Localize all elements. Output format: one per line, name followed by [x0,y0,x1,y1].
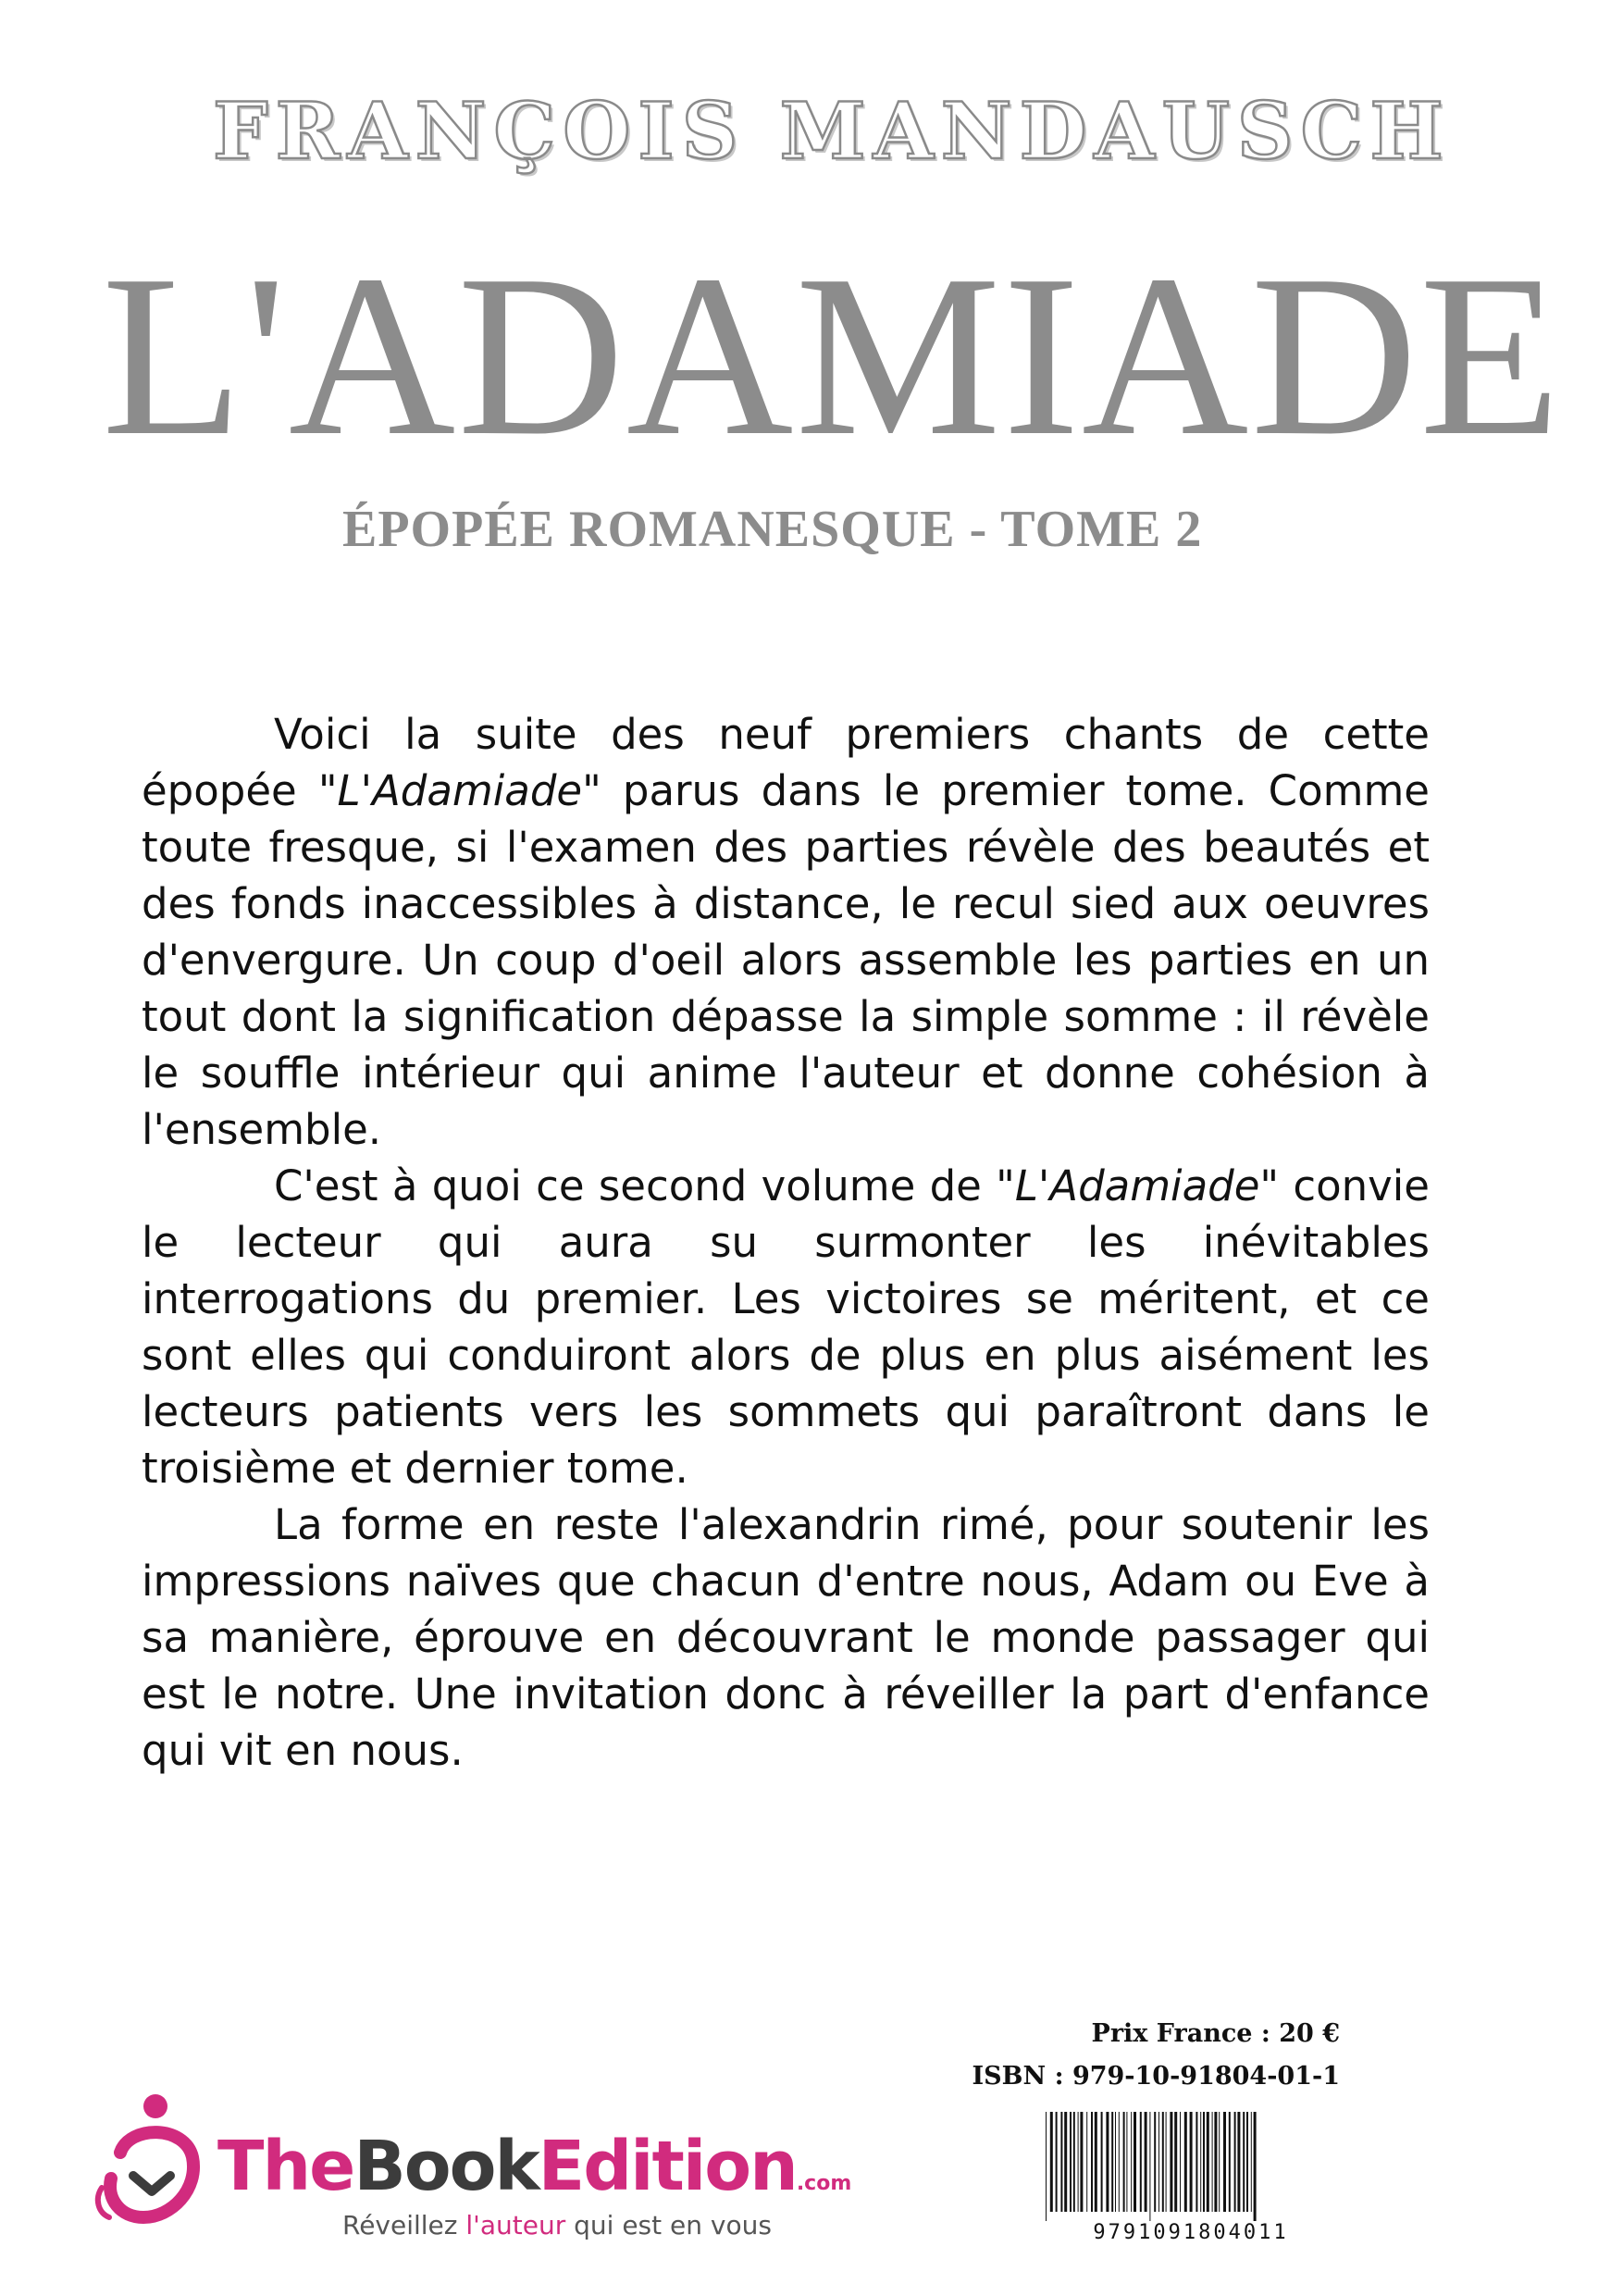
barcode-bar [1214,2112,1217,2212]
barcode-bar [1196,2112,1197,2212]
barcode-bar [1060,2112,1062,2212]
author-name: FRANÇOIS MANDAUSCH [213,85,1451,177]
barcode-bar [1166,2112,1167,2212]
publisher-logo-icon [93,2088,213,2245]
barcode-bar [1162,2112,1164,2212]
barcode-bar [1078,2112,1079,2212]
barcode-bar [1237,2112,1240,2212]
barcode-bar [1203,2112,1205,2212]
blurb-p2-rest: " convie le lecteur qui aura su surmonter les inévitables interrogations du premier. Les victoires se méritent, et ce sont elles qui conduiront alors de plus en plus aisément les lecteurs patients vers les sommets qui paraîtront dans le troisième et dernier tome. [142,1161,1430,1493]
publisher-name-book: Book [353,2127,539,2206]
blurb-p2-start: C'est à quoi ce second volume de " [274,1161,1015,1210]
barcode-bar [1223,2112,1226,2212]
barcode-bar [1180,2112,1181,2212]
blurb-paragraph-1 [142,706,1430,1158]
barcode-bar [1219,2112,1220,2212]
barcode-bar [1111,2112,1113,2212]
barcode-bar [1212,2112,1213,2212]
isbn-label: ISBN : 979-10-91804-01-1 [972,2062,1340,2091]
barcode-bar [1050,2112,1053,2212]
barcode-bar [1145,2112,1147,2212]
publisher-name-the: The [217,2127,354,2206]
barcode-bar [1246,2112,1248,2212]
barcode-bar [1154,2112,1156,2212]
barcode-digits: 9791091804011 [1093,2221,1289,2244]
barcode-bar [1106,2112,1109,2212]
barcode-bar [1080,2112,1083,2212]
barcode-bar [1149,2112,1150,2221]
barcode-bar [1086,2112,1087,2212]
tagline-end: qui est en vous [565,2210,772,2240]
barcode-bars [1042,2112,1340,2221]
barcode-bar [1140,2112,1142,2212]
barcode-bar [1243,2112,1245,2212]
publisher-name-com: .com [796,2172,852,2195]
blurb-p1-title: "L'Adamiade" [317,766,601,815]
barcode-bar [1170,2112,1172,2212]
tagline-start: Réveillez [342,2210,466,2240]
publisher-tagline [342,2210,772,2240]
barcode-bar [1126,2112,1127,2212]
blurb [142,706,1430,1779]
price-label: Prix France : 20 € [1091,2019,1340,2048]
barcode-bar [1119,2112,1120,2212]
barcode-bar [1234,2112,1236,2212]
blurb-p2-title: L'Adamiade [1014,1161,1260,1210]
barcode-bar [1134,2112,1136,2212]
book-subtitle: ÉPOPÉE ROMANESQUE - TOME 2 [342,501,1203,558]
barcode-bar [1200,2112,1201,2212]
barcode-bar [1190,2112,1193,2212]
barcode-bar [1254,2112,1257,2221]
publisher-name-edition: Edition [538,2127,797,2206]
blurb-p1-rest: parus dans le premier tome. Comme toute fresque, si l'examen des parties révèle des beautés et des fonds inaccessibles à distance, le recul sied aux oeuvres d'envergure. Un coup d'oeil alors assemble les parties en un tout dont la signification dépasse la simple somme : il révèle le souffle intérieur qui anime l'auteur et donne cohésion à l'ensemble. [142,766,1430,1154]
barcode-bar [1174,2112,1177,2212]
publisher-name [217,2127,852,2206]
barcode [1042,2112,1340,2249]
barcode-bar [1056,2112,1058,2212]
barcode-bar [1101,2112,1103,2212]
book-title: L'ADAMIADE [102,228,1563,484]
barcode-bar [1046,2112,1047,2221]
barcode-bar [1064,2112,1067,2212]
barcode-bar [1251,2112,1252,2212]
barcode-bar [1123,2112,1125,2212]
barcode-bar [1207,2112,1209,2212]
barcode-bar [1184,2112,1187,2212]
blurb-p1-start: Voici la suite des neuf premiers chants de cette épopée [142,710,1430,815]
tagline-accent: l'auteur [465,2210,566,2240]
barcode-bar [1095,2112,1097,2212]
barcode-bar [1091,2112,1093,2212]
barcode-bar [1073,2112,1075,2212]
blurb-paragraph-2 [142,1158,1430,1496]
barcode-bar [1229,2112,1231,2212]
barcode-bar [1115,2112,1116,2212]
barcode-bar [1158,2112,1159,2212]
publisher-logo [93,2088,852,2254]
barcode-bar [1070,2112,1072,2212]
blurb-paragraph-3: La forme en reste l'alexandrin rimé, pour soutenir les impressions naïves que chacun d'entre nous, Adam ou Eve à sa manière, éprouve en découvrant le monde passager qui est le notre. Une invitation donc à réveiller la part d'enfance qui vit en nous. [142,1500,1430,1775]
barcode-bar [1131,2112,1132,2212]
